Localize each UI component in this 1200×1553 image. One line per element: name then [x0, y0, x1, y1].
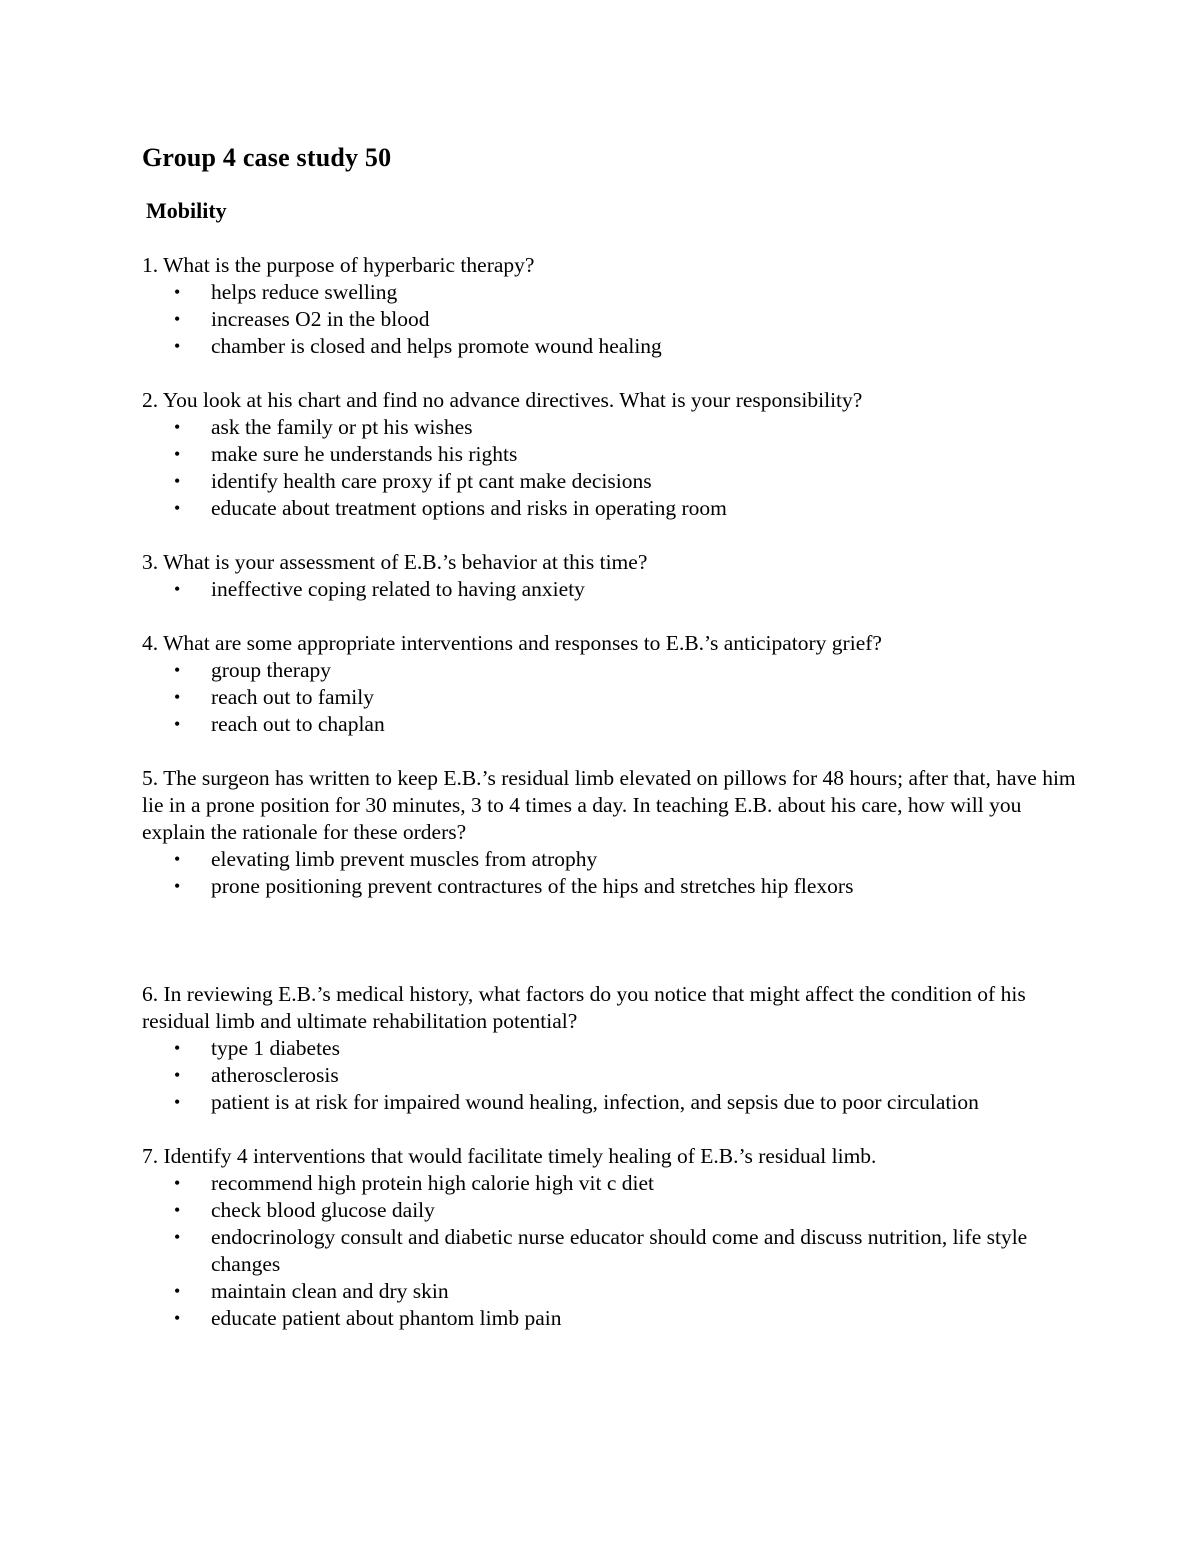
answer-text: type 1 diabetes [211, 1036, 340, 1060]
bullet-icon: • [174, 1281, 181, 1301]
bullet-icon: • [174, 687, 181, 707]
bullet-icon: • [174, 1200, 181, 1220]
answer-item [142, 711, 1082, 738]
answer-item [142, 657, 1082, 684]
answer-text: check blood glucose daily [211, 1198, 435, 1222]
bullet-icon: • [174, 444, 181, 464]
question-text: 5. The surgeon has written to keep E.B.’s residual limb elevated on pillows for 48 hours; after that, have him lie in a prone position for 30 minutes, 3 to 4 times a day. In teaching E.B. about his care, how will you explain the rationale for these orders? [142, 766, 1076, 844]
answer-list [142, 1170, 1082, 1332]
answer-text: endocrinology consult and diabetic nurse educator should come and discuss nutrition, life style changes [211, 1225, 1028, 1276]
question-text: 4. What are some appropriate interventions and responses to E.B.’s anticipatory grief? [142, 631, 882, 655]
answer-item [142, 468, 1082, 495]
bullet-icon: • [174, 1092, 181, 1112]
answer-item [142, 1062, 1082, 1089]
answer-list [142, 657, 1082, 738]
answer-text: increases O2 in the blood [211, 307, 430, 331]
answer-text: make sure he understands his rights [211, 442, 518, 466]
question-item [142, 765, 1082, 900]
bullet-icon: • [174, 471, 181, 491]
document-title: Group 4 case study 50 [142, 143, 392, 172]
answer-item [142, 414, 1082, 441]
bullet-icon: • [174, 336, 181, 356]
question-text: 6. In reviewing E.B.’s medical history, what factors do you notice that might affect the condition of his residual limb and ultimate rehabilitation potential? [142, 982, 1026, 1033]
answer-text: ask the family or pt his wishes [211, 415, 473, 439]
question-item [142, 1143, 1082, 1332]
answer-text: atherosclerosis [211, 1063, 339, 1087]
answer-item [142, 1170, 1082, 1197]
answer-text: educate about treatment options and risks in operating room [211, 496, 727, 520]
question-item [142, 387, 1082, 522]
bullet-icon: • [174, 309, 181, 329]
answer-item [142, 873, 1082, 900]
answer-item [142, 495, 1082, 522]
document-page [142, 140, 1082, 1332]
answer-item [142, 1305, 1082, 1332]
answer-item [142, 1035, 1082, 1062]
answer-item [142, 846, 1082, 873]
bullet-icon: • [174, 417, 181, 437]
answer-list [142, 576, 1082, 603]
question-item [142, 252, 1082, 360]
answer-text: chamber is closed and helps promote wound healing [211, 334, 662, 358]
answer-text: patient is at risk for impaired wound healing, infection, and sepsis due to poor circulation [211, 1090, 979, 1114]
bullet-icon: • [174, 282, 181, 302]
bullet-icon: • [174, 1038, 181, 1058]
bullet-icon: • [174, 714, 181, 734]
question-item [142, 981, 1082, 1116]
answer-list [142, 279, 1082, 360]
question-text: 7. Identify 4 interventions that would facilitate timely healing of E.B.’s residual limb. [142, 1144, 877, 1168]
answer-text: elevating limb prevent muscles from atrophy [211, 847, 598, 871]
question-item [142, 630, 1082, 738]
answer-text: reach out to chaplan [211, 712, 385, 736]
question-text: 2. You look at his chart and find no advance directives. What is your responsibility? [142, 388, 863, 412]
answer-list [142, 414, 1082, 522]
section-heading: Mobility [146, 198, 227, 223]
bullet-icon: • [174, 579, 181, 599]
answer-text: educate patient about phantom limb pain [211, 1306, 562, 1330]
answer-item [142, 279, 1082, 306]
bullet-icon: • [174, 849, 181, 869]
question-text: 1. What is the purpose of hyperbaric therapy? [142, 253, 535, 277]
answer-list [142, 846, 1082, 900]
answer-item [142, 333, 1082, 360]
answer-text: reach out to family [211, 685, 374, 709]
answer-item [142, 1089, 1082, 1116]
answer-item [142, 684, 1082, 711]
answer-list [142, 1035, 1082, 1116]
answer-text: group therapy [211, 658, 332, 682]
bullet-icon: • [174, 876, 181, 896]
answer-item [142, 1197, 1082, 1224]
bullet-icon: • [174, 498, 181, 518]
bullet-icon: • [174, 1065, 181, 1085]
answer-text: ineffective coping related to having anxiety [211, 577, 585, 601]
answer-text: identify health care proxy if pt cant make decisions [211, 469, 652, 493]
bullet-icon: • [174, 1227, 181, 1247]
answer-text: prone positioning prevent contractures of the hips and stretches hip flexors [211, 874, 854, 898]
bullet-icon: • [174, 1173, 181, 1193]
answer-item [142, 306, 1082, 333]
question-text: 3. What is your assessment of E.B.’s behavior at this time? [142, 550, 648, 574]
answer-item [142, 1278, 1082, 1305]
answer-item [142, 1224, 1082, 1278]
bullet-icon: • [174, 1308, 181, 1328]
answer-item [142, 576, 1082, 603]
answer-text: recommend high protein high calorie high vit c diet [211, 1171, 655, 1195]
answer-item [142, 441, 1082, 468]
answer-text: maintain clean and dry skin [211, 1279, 449, 1303]
question-item [142, 549, 1082, 603]
bullet-icon: • [174, 660, 181, 680]
question-list [142, 252, 1082, 1332]
answer-text: helps reduce swelling [211, 280, 398, 304]
